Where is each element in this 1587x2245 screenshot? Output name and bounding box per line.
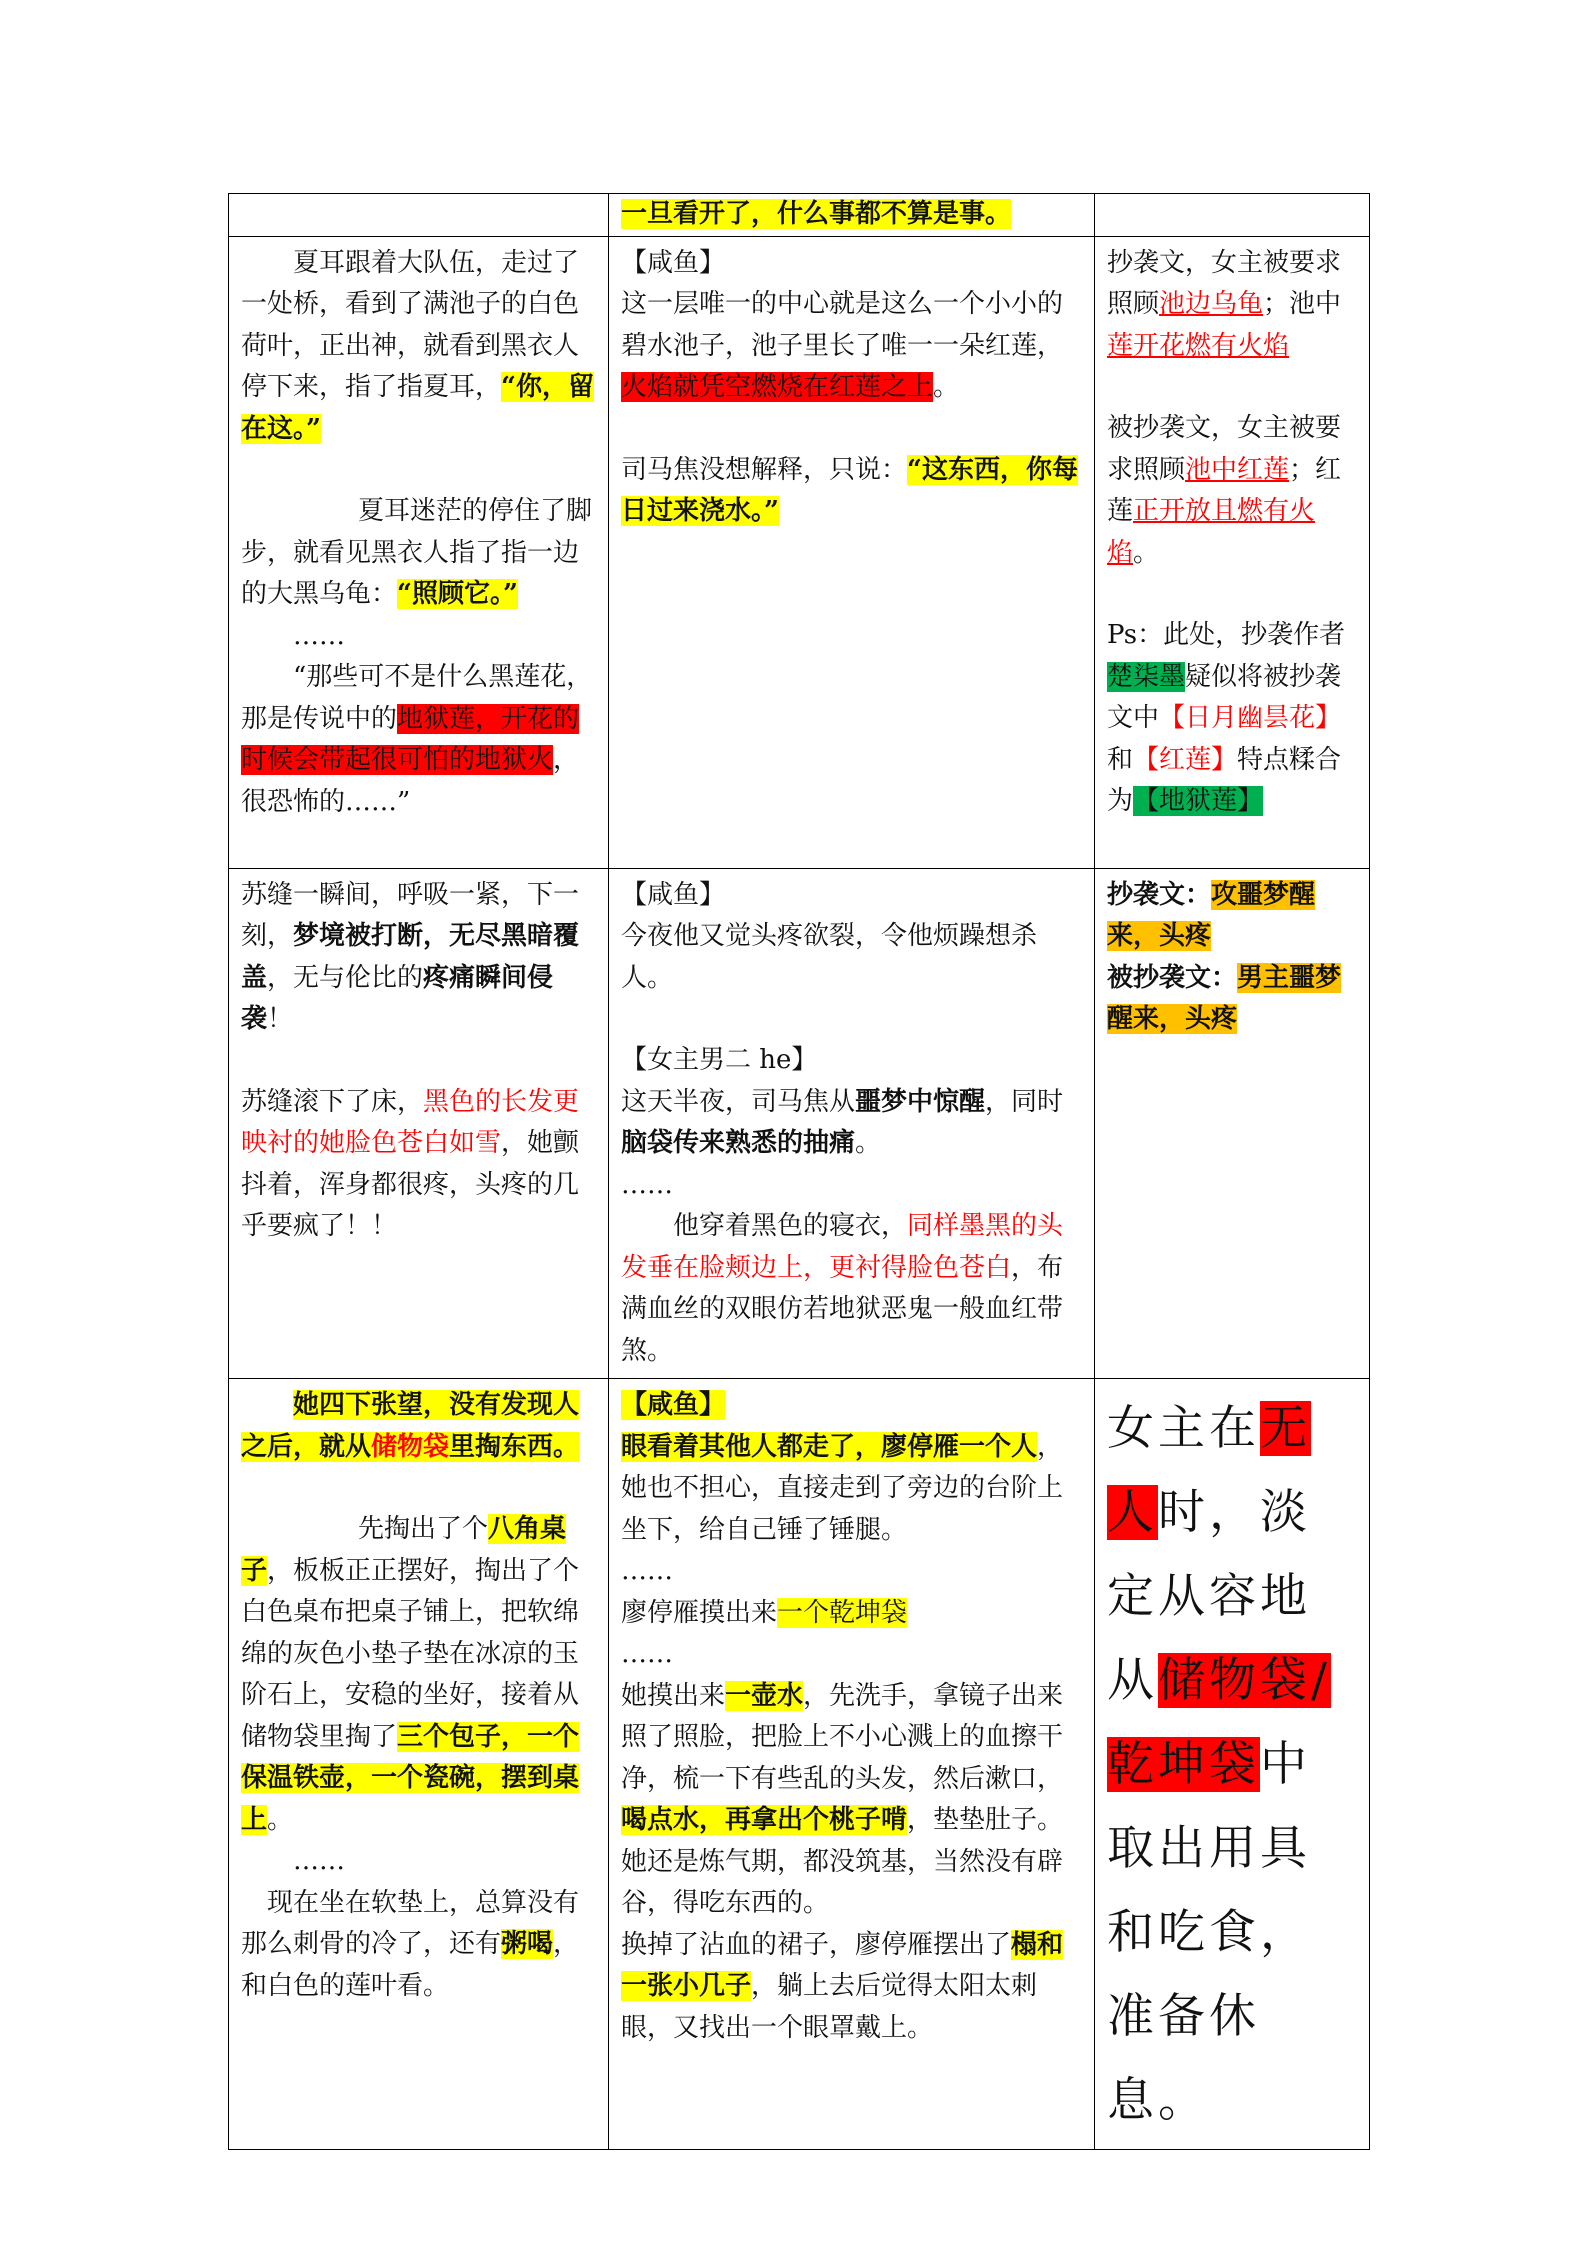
text: 先掏出了个 bbox=[358, 1514, 489, 1544]
paragraph bbox=[241, 1509, 596, 1841]
highlight-text: 地狱莲，开花的时候会带起很可怕的地狱火 bbox=[241, 703, 580, 775]
table-row bbox=[229, 194, 1370, 237]
orange-highlight: 男主噩梦醒来，头疼 bbox=[1107, 962, 1342, 1034]
text: 他穿着黑色的寝衣， bbox=[673, 1211, 908, 1241]
text: 现在坐在软垫上，总算没有那么刺骨的冷了，还有 bbox=[241, 1887, 580, 1959]
note bbox=[1107, 243, 1357, 368]
ellipsis: …… bbox=[621, 1556, 673, 1586]
cell-r0-c2 bbox=[609, 194, 1095, 237]
highlight-text: “你，留在这。” bbox=[241, 372, 594, 444]
table-row bbox=[229, 1379, 1370, 2150]
cell-r3-c3 bbox=[1095, 1379, 1370, 2150]
highlight-text: 里掏东西。 bbox=[449, 1431, 580, 1462]
paragraph bbox=[241, 1385, 596, 1468]
source-tag: 【咸鱼】 bbox=[621, 247, 726, 278]
highlight-text: 眼看着其他人都走了，廖停雁一个人 bbox=[621, 1431, 1038, 1462]
red-text: 池中红莲 bbox=[1185, 454, 1290, 485]
paragraph bbox=[621, 1206, 1082, 1372]
bold-text: 梦境被打断，无尽黑暗覆盖 bbox=[241, 921, 580, 993]
text: 中取出用具和吃食，准备休息。 bbox=[1107, 1737, 1311, 2128]
author-highlight: 楚柒墨 bbox=[1107, 661, 1186, 692]
text: 司马焦没想解释，只说： bbox=[621, 454, 908, 485]
highlight-text: 一壶水 bbox=[725, 1680, 804, 1711]
text: 。 bbox=[855, 1128, 882, 1158]
paragraph bbox=[621, 1427, 1082, 1552]
author-highlight: 【地狱莲】 bbox=[1133, 786, 1264, 816]
paragraph bbox=[621, 450, 1082, 533]
text: ，同时 bbox=[985, 1086, 1064, 1117]
text: ，先洗手，拿镜子出来照了照脸，把脸上不小心溅上的血擦干净，梳一下有些乱的头发，然后漱口， bbox=[621, 1680, 1064, 1794]
note bbox=[1107, 408, 1357, 574]
source-tag: 【女主男二 he】 bbox=[621, 1045, 818, 1075]
paragraph bbox=[621, 1925, 1082, 2050]
red-text: 莲开花燃有火焰 bbox=[1107, 330, 1290, 361]
note bbox=[1107, 615, 1357, 823]
text: ，她也不担心，直接走到了旁边的台阶上坐下，给自己锤了锤腿。 bbox=[621, 1431, 1064, 1545]
text: 。 bbox=[267, 1804, 294, 1835]
text: 被抄袭文： bbox=[1107, 962, 1238, 993]
highlight-text: 榻和一张小几子 bbox=[621, 1929, 1064, 2001]
text: ！ bbox=[267, 1004, 294, 1034]
cell-r2-c1 bbox=[229, 868, 609, 1379]
paragraph bbox=[241, 1883, 596, 2008]
highlight-text: “照顾它。” bbox=[397, 579, 518, 609]
paragraph bbox=[241, 243, 596, 451]
text: 苏缝一瞬间，呼吸一紧，下一刻， bbox=[241, 879, 580, 951]
red-text: 正开放且燃有火焰 bbox=[1107, 496, 1316, 568]
text: 女主在 bbox=[1107, 1401, 1260, 1456]
text: 和 bbox=[1107, 744, 1134, 775]
red-highlight: 无人 bbox=[1107, 1401, 1311, 1540]
red-text: 同样墨黑的头发垂在脸颊边上，更衬得脸色苍白 bbox=[621, 1211, 1064, 1283]
ellipsis: …… bbox=[293, 1846, 345, 1876]
paragraph bbox=[241, 1082, 596, 1248]
highlight-text: “这东西，你每日过来浇水。” bbox=[621, 454, 1078, 526]
bold-text: 脑袋传来熟悉的抽痛 bbox=[621, 1128, 856, 1158]
cell-r1-c3 bbox=[1095, 236, 1370, 868]
source-tag: 【咸鱼】 bbox=[621, 879, 726, 910]
text: 换掉了沾血的裙子，廖停雁摆出了 bbox=[621, 1929, 1012, 1960]
cell-r0-c1 bbox=[229, 194, 609, 237]
highlight-text: 三个包子，一个保温铁壶，一个瓷碗，摆到桌上 bbox=[241, 1721, 580, 1835]
cell-r3-c1 bbox=[229, 1379, 609, 2150]
red-text: 【红莲】 bbox=[1133, 744, 1238, 775]
highlight-text: 一旦看开了，什么事都不算是事。 bbox=[621, 199, 1012, 229]
text: ，她颤抖着，浑身都很疼，头疼的几乎要疯了！！ bbox=[241, 1128, 580, 1241]
red-highlight-text: 储物袋 bbox=[371, 1431, 450, 1462]
text: 。 bbox=[933, 372, 960, 402]
orange-highlight: 攻噩梦醒来，头疼 bbox=[1107, 879, 1316, 951]
comparison-table bbox=[228, 193, 1370, 2150]
table-row bbox=[229, 236, 1370, 868]
ellipsis: …… bbox=[293, 620, 345, 651]
cell-r1-c1 bbox=[229, 236, 609, 868]
text: 她摸出来 bbox=[621, 1680, 726, 1711]
paragraph bbox=[621, 284, 1082, 409]
highlight-text: 火焰就凭空燃烧在红莲之上 bbox=[621, 372, 934, 402]
cell-r2-c3 bbox=[1095, 868, 1370, 1379]
note bbox=[1107, 875, 1357, 958]
summary-note bbox=[1107, 1387, 1357, 2143]
text: 时，淡定从容地从 bbox=[1107, 1485, 1311, 1708]
paragraph bbox=[621, 1676, 1082, 1925]
text: ；红莲 bbox=[1107, 454, 1342, 526]
cell-r0-c3 bbox=[1095, 194, 1370, 237]
cell-r3-c2 bbox=[609, 1379, 1095, 2150]
text: 抄袭文，女主被要求照顾 bbox=[1107, 247, 1342, 319]
text: ，和白色的莲叶看。 bbox=[241, 1929, 580, 2001]
highlight-text: 一个乾坤袋 bbox=[777, 1597, 908, 1628]
text: 这一层唯一的中心就是这么一个小小的碧水池子，池子里长了唯一一朵红莲， bbox=[621, 289, 1064, 361]
text: ，很恐怖的……” bbox=[241, 745, 580, 817]
note bbox=[1107, 958, 1357, 1041]
text: ，躺上去后觉得太阳太刺眼，又找出一个眼罩戴上。 bbox=[621, 1971, 1038, 2043]
bold-text: 疼痛瞬间侵袭 bbox=[241, 962, 554, 1034]
red-highlight: 储物袋/乾坤袋 bbox=[1107, 1653, 1331, 1792]
text: 这天半夜，司马焦从 bbox=[621, 1086, 856, 1117]
red-text: 【日月幽昙花】 bbox=[1159, 703, 1342, 733]
cell-r2-c2 bbox=[609, 868, 1095, 1379]
bold-text: 噩梦中惊醒 bbox=[855, 1086, 986, 1117]
paragraph bbox=[241, 657, 596, 823]
paragraph: 今夜他又觉头疼欲裂，令他烦躁想杀人。 bbox=[621, 921, 1038, 993]
highlight-text: 粥喝 bbox=[501, 1929, 554, 1959]
paragraph bbox=[621, 1082, 1082, 1165]
cell-r1-c2 bbox=[609, 236, 1095, 868]
text: 疑似将被抄袭文中 bbox=[1107, 661, 1342, 733]
highlight-text: 她四下张望，没有发现人之后，就从 bbox=[241, 1390, 580, 1462]
paragraph bbox=[621, 1593, 1082, 1635]
highlight-text: 八角桌子 bbox=[241, 1514, 567, 1586]
ellipsis: …… bbox=[621, 1639, 673, 1669]
text: ；池中 bbox=[1263, 289, 1342, 319]
red-text: 黑色的长发更映衬的她脸色苍白如雪 bbox=[241, 1086, 580, 1158]
text: 夏耳跟着大队伍，走过了一处桥，看到了满池子的白色荷叶，正出神，就看到黑衣人停下来，指了指夏耳， bbox=[241, 247, 580, 402]
text: ，板板正正摆好，掏出了个白色桌布把桌子铺上，把软绵绵的灰色小垫子垫在冰凉的玉阶石上，安稳的坐好，接着从储物袋里掏了 bbox=[241, 1555, 580, 1752]
paragraph bbox=[241, 491, 596, 616]
text: 。 bbox=[1133, 537, 1160, 568]
text: 被抄袭文，女主被要求照顾 bbox=[1107, 413, 1342, 485]
ellipsis: …… bbox=[621, 1169, 673, 1200]
text: “那些可不是什么黑莲花，那是传说中的 bbox=[241, 662, 593, 734]
paragraph bbox=[241, 875, 596, 1041]
source-tag bbox=[621, 1385, 1082, 1427]
text: ，垫垫肚子。她还是炼气期，都没筑基，当然没有辟谷，得吃东西的。 bbox=[621, 1805, 1064, 1918]
text: 抄袭文： bbox=[1107, 879, 1212, 910]
text: ，布满血丝的双眼仿若地狱恶鬼一般血红带煞。 bbox=[621, 1252, 1064, 1366]
text: 廖停雁摸出来 bbox=[621, 1597, 778, 1628]
text: Ps：此处，抄袭作者 bbox=[1107, 620, 1346, 650]
table-row bbox=[229, 868, 1370, 1379]
text: ，无与伦比的 bbox=[267, 962, 424, 993]
highlight-text: 【咸鱼】 bbox=[621, 1390, 726, 1420]
text: 特点糅合为 bbox=[1107, 744, 1342, 816]
text: 苏缝滚下了床， bbox=[241, 1086, 424, 1117]
red-text: 池边乌龟 bbox=[1159, 289, 1264, 319]
text: 夏耳迷茫的停住了脚步，就看见黑衣人指了指一边的大黑乌龟： bbox=[241, 496, 593, 609]
highlight-text: 喝点水，再拿出个桃子啃 bbox=[621, 1805, 908, 1835]
